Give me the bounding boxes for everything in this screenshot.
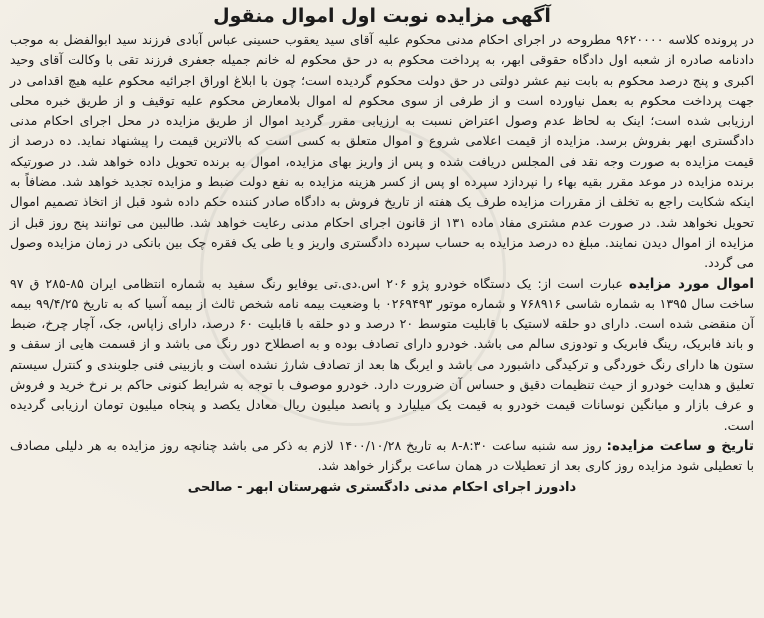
datetime-section (10, 436, 754, 477)
datetime-heading: تاریخ و ساعت مزایده: (606, 437, 754, 454)
notice-body: در پرونده کلاسه ۹۶۲۰۰۰۰ مطروحه در اجرای احکام مدنی محکوم علیه آقای سید یعقوب حسینی عباس آبادی فرزند سید ابوالفضل به موجب دادنامه صادره از شعبه اول دادگاه حقوقی ابهر، به پرداخت محکوم به در حق محکوم له خانم جمیله جعفری فرزند تقی با وکالت آقای وحید اکبری و پنج درصد محکوم به بابت نیم عشر دولتی در حق دولت محکوم گردیده است؛ چون با ابلاغ اوراق اجرائیه محکوم علیه هیچ اقدامی در جهت پرداخت محکوم به بعمل نیاورده است و از طرفی از سوی محکوم له اموال بلامعارض محکوم علیه توقیف و از طریق خبره محلی ارزیابی شده است؛ اینک به لحاظ عدم وصول اعتراض نسبت به ارزیابی مقرر گردید اموال از طریق مزایده در محل اجرای احکام مدنی دادگستری ابهر بفروش برسد. مزایده از قیمت اعلامی شروع و اموال متعلق به کسی است که بالاترین قیمت را پیشنهاد نماید. ده درصد از قیمت مزایده به صورت وجه نقد فی المجلس دریافت شده و پس از واریز بهای مزایده، اموال به برنده تحویل داده خواهد شد. در صورتیکه برنده مزایده در موعد مقرر بقیه بهاء را نپردازد سپرده او پس از کسر هزینه مزایده به نفع دولت ضبط و مزایده تجدید خواهد شد. مضافاً به اینکه شکایت راجع به تخلف از مقررات مزایده طرف یک هفته از تاریخ فروش به دادگاه صادر کننده حکم داده شود قبل از اتخاذ تصمیم اموال تحویل نخواهد شد. در صورت عدم مشتری مفاد ماده ۱۳۱ از قانون اجرای احکام مدنی رعایت خواهد شد. طالبین می توانند پنج روز قبل از مزایده از اموال دیدن نمایند. مبلغ ده درصد مزایده به حساب سپرده دادگستری واریز و یا طی یک فقره چک بین بانکی در زمان مزایده وصول می گردد. (10, 32, 755, 271)
property-text: عبارت است از: یک دستگاه خودرو پژو ۲۰۶ اس.دی.تی یوفایو رنگ سفید به شماره انتظامی ایران ۸۵-۲۸۵ ق ۹۷ ساخت سال ۱۳۹۵ به شماره شاسی ۷۶۸۹۱۶ و شماره موتور ۰۲۶۹۴۹۳ با وضعیت بیمه نامه شخص ثالث از بیمه آسیا که به تاریخ ۹۹/۴/۲۵ بیمه آن منقضی شده است. دارای دو حلقه لاستیک با قابلیت متوسط ۲۰ درصد و دو حلقه با قابلیت ۶۰ درصد، دارای زاپاس، جک، آچار چرخ، ضبط و باند فابریک، رینگ فابریک و تودوزی سالم می باشد. خودرو دارای تصادف بوده و به اصطلاح دور رنگ می باشد و از قسمت هایی از سقف و ستون ها دارای رنگ خوردگی و ترکیدگی داشبورد می باشد و ایربگ ها بعد از تصادف شارژ نشده است و بازبینی فنی جلوبندی و کنترل سیستم تعلیق و هدایت خودرو از حیث تنظیمات دقیق و حساس آن ضرورت دارد. خودرو موصوف با توجه به شرایط کنونی حاکم بر نرخ خرید و فروش و عرف بازار و میانگین نوسانات قیمت خودرو به قیمت یک میلیارد و پانصد میلیون ریال معادل یکصد و پنجاه میلیون تومان ارزیابی گردیده است. (10, 275, 755, 433)
signature-line: دادورز اجرای احکام مدنی دادگستری شهرستان ابهر - صالحی (187, 479, 577, 495)
property-heading: اموال مورد مزایده (628, 275, 754, 292)
datetime-text: روز سه شنبه ساعت ۸:۳۰-۸ به تاریخ ۱۴۰۰/۱۰/۲۸ لازم به ذکر می باشد چنانچه روز مزایده به هر دلیلی مصادف با تعطیلی شود مزایده روز کاری بعد از تعطیلات در همان ساعت برگزار خواهد شد. (10, 437, 754, 474)
property-section (10, 274, 754, 436)
notice-title: آگهی مزایده نوبت اول اموال منقول (213, 5, 551, 27)
